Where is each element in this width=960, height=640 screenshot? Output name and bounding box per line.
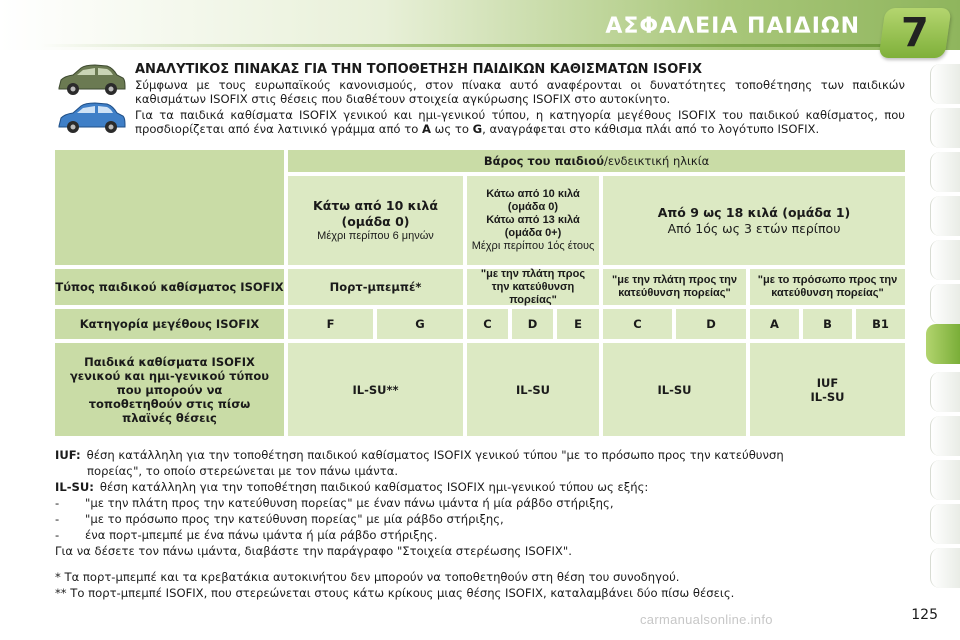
list-text: "με το πρόσωπο προς την κατεύθυνση πορείας" με μία ράβδο στήριξης, <box>85 512 504 526</box>
footnote: * Τα πορτ-μπεμπέ και τα κρεβατάκια αυτοκινήτου δεν μπορούν να τοποθετηθούν στη θέση του συνοδηγού. <box>55 570 680 584</box>
size-value: D <box>706 317 716 331</box>
size-value: D <box>527 317 538 331</box>
list-item <box>55 495 905 511</box>
row-label-size <box>55 309 284 339</box>
notes <box>55 447 905 601</box>
dash: - <box>55 528 60 542</box>
weight-header-rest: /ενδεικτική ηλικία <box>603 154 710 168</box>
chapter-tab[interactable] <box>930 416 960 456</box>
chapter-tab[interactable] <box>930 284 960 324</box>
seat-value: IL-SU <box>657 382 692 397</box>
size-value: G <box>415 317 425 331</box>
note-iuf <box>55 447 905 463</box>
group-age: Από 1ός ως 3 ετών περίπου <box>667 220 841 236</box>
chapter-badge <box>878 8 951 58</box>
size-cell <box>288 309 373 339</box>
header-rule <box>40 44 900 47</box>
group-title: Κάτω από 13 κιλά <box>486 214 580 226</box>
type-cell <box>750 269 905 305</box>
note-text: θέση κατάλληλη για την τοποθέτηση παιδικού καθίσματος ISOFIX γενικού τύπου "με το πρόσωπο προς την κατεύθυνση <box>86 448 784 462</box>
size-value: A <box>770 317 779 331</box>
seat-value: IL-SU <box>515 382 550 397</box>
text: , αναγράφεται στο κάθισμα πλάι από το λογότυπο ISOFIX. <box>482 122 820 136</box>
chapter-tab-active[interactable] <box>926 324 960 364</box>
isofix-table <box>55 150 905 436</box>
group-title: Κάτω από 10 κιλά <box>486 188 580 200</box>
section-title: ΑΝΑΛΥΤΙΚΟΣ ΠΙΝΑΚΑΣ ΓΙΑ ΤΗΝ ΤΟΠΟΘΕΤΗΣΗ ΠΑΙΔΙΚΩΝ ΚΑΘΙΣΜΑΤΩΝ ISOFIX <box>135 62 703 77</box>
size-value: B <box>823 317 832 331</box>
group-title: Κάτω από 10 κιλά <box>313 198 438 213</box>
size-cell <box>750 309 799 339</box>
chapter-tabs <box>920 64 960 584</box>
seat-value: IUF <box>816 375 839 390</box>
seat-value: IL-SU <box>810 389 845 404</box>
size-cell <box>856 309 905 339</box>
car-side-icon <box>55 100 127 136</box>
size-cell <box>467 309 508 339</box>
type-value: "με την πλάτη προς την κατεύθυνση πορείας" <box>480 267 586 306</box>
note-text: πορείας", το οποίο στερεώνεται με τον πάνω ιμάντα. <box>87 464 399 478</box>
size-value: C <box>483 317 492 331</box>
group-title: Από 9 ως 18 κιλά (ομάδα 1) <box>657 204 851 220</box>
size-value: E <box>574 317 582 331</box>
size-value: C <box>633 317 642 331</box>
intro-paragraph-2 <box>135 108 905 136</box>
group-0plus-header <box>467 176 599 265</box>
chapter-tab[interactable] <box>930 460 960 500</box>
note-key: IUF: <box>55 448 81 462</box>
chapter-tab[interactable] <box>930 196 960 236</box>
size-cell <box>803 309 852 339</box>
text: Για τα παιδικά καθίσματα ISOFIX γενικού και ημι-γενικού τύπου, η κατηγορία μεγέθους ISOFIX του παιδικού καθίσματος, που προσδιορίζεται από ένα λατινικό γράμμα από το <box>135 108 905 136</box>
table-corner <box>55 150 284 265</box>
list-text: ένα πορτ-μπεμπέ με ένα πάνω ιμάντα ή μία ράβδο στήριξης. <box>85 528 438 542</box>
watermark: carmanualsonline.info <box>640 612 773 627</box>
seat-cell <box>750 343 905 436</box>
group-label: (ομάδα 0) <box>341 214 410 229</box>
type-value: "με την πλάτη προς την κατεύθυνση πορείας" <box>612 274 737 299</box>
note-ilsu <box>55 479 905 495</box>
row-label: Κατηγορία μεγέθους ISOFIX <box>79 317 260 331</box>
type-value: "με το πρόσωπο προς την κατεύθυνση πορείας" <box>757 274 898 299</box>
seat-cell <box>467 343 599 436</box>
letter-a: A <box>421 122 431 136</box>
size-cell <box>676 309 746 339</box>
seat-cell <box>288 343 463 436</box>
group-age: Μέχρι περίπου 6 μηνών <box>317 230 434 242</box>
weight-header-bold: Βάρος του παιδιού <box>483 154 604 168</box>
seat-value: IL-SU** <box>352 382 399 397</box>
row-label-seats <box>55 343 284 436</box>
intro-paragraph: Σύμφωνα με τους ευρωπαϊκούς κανονισμούς, στον πίνακα αυτό αναφέρονται οι δυνατότητες τοποθέτησης των παιδικών καθισμάτων ISOFIX στις θέσεις που διαθέτουν στοιχεία αγκύρωσης ISOFIX στο αυτοκίνητο. <box>135 78 905 106</box>
chapter-tab[interactable] <box>930 504 960 544</box>
page-number: 125 <box>911 607 938 623</box>
footnote: ** Το πορτ-μπεμπέ ISOFIX, που στερεώνεται στους κάτω κρίκους μιας θέσης ISOFIX, καταλαμβάνει δύο πίσω θέσεις. <box>55 586 735 600</box>
chapter-tab[interactable] <box>930 372 960 412</box>
group-1-header <box>603 176 905 265</box>
car-side-icon <box>55 62 127 98</box>
note-text: θέση κατάλληλη για την τοποθέτηση παιδικού καθίσματος ISOFIX ημι-γενικού τύπου ως εξής: <box>99 480 649 494</box>
group-age: Μέχρι περίπου 1ός έτους <box>471 240 595 252</box>
list-text: "με την πλάτη προς την κατεύθυνση πορείας" με έναν πάνω ιμάντα ή μία ράβδο στήριξης, <box>85 496 614 510</box>
type-cell <box>467 269 599 305</box>
size-cell <box>377 309 463 339</box>
row-label: Παιδικά καθίσματα ISOFIX γενικού και ημι-γενικού τύπου που μπορούν να τοποθετηθούν στις πίσω πλαϊνές θέσεις <box>69 354 270 425</box>
chapter-tab[interactable] <box>930 240 960 280</box>
dash: - <box>55 512 60 526</box>
page-title: ΑΣΦΑΛΕΙΑ ΠΑΙΔΙΩΝ <box>605 14 860 39</box>
chapter-tab[interactable] <box>930 64 960 104</box>
list-item <box>55 511 905 527</box>
dash: - <box>55 496 60 510</box>
size-cell <box>512 309 553 339</box>
size-cell <box>603 309 672 339</box>
type-cell <box>288 269 463 305</box>
size-cell <box>557 309 599 339</box>
chapter-tab[interactable] <box>930 152 960 192</box>
text: ως το <box>430 122 473 136</box>
letter-g: G <box>472 122 483 136</box>
weight-header <box>288 150 905 172</box>
type-value: Πορτ-μπεμπέ* <box>329 280 422 294</box>
size-value: F <box>326 317 335 331</box>
note-key: IL-SU: <box>55 480 94 494</box>
seat-cell <box>603 343 746 436</box>
type-cell <box>603 269 746 305</box>
row-label-type <box>55 269 284 305</box>
note-reference: Για να δέσετε τον πάνω ιμάντα, διαβάστε την παράγραφο "Στοιχεία στερέωσης ISOFIX". <box>55 544 572 558</box>
chapter-tab[interactable] <box>930 548 960 588</box>
group-0-header <box>288 176 463 265</box>
chapter-tab[interactable] <box>930 108 960 148</box>
chapter-number: 7 <box>901 10 929 56</box>
size-value: B1 <box>872 317 889 331</box>
list-item <box>55 527 905 543</box>
row-label: Τύπος παιδικού καθίσματος ISOFIX <box>55 280 284 294</box>
group-label: (ομάδα 0) <box>507 201 559 213</box>
group-label: (ομάδα 0+) <box>504 227 562 239</box>
